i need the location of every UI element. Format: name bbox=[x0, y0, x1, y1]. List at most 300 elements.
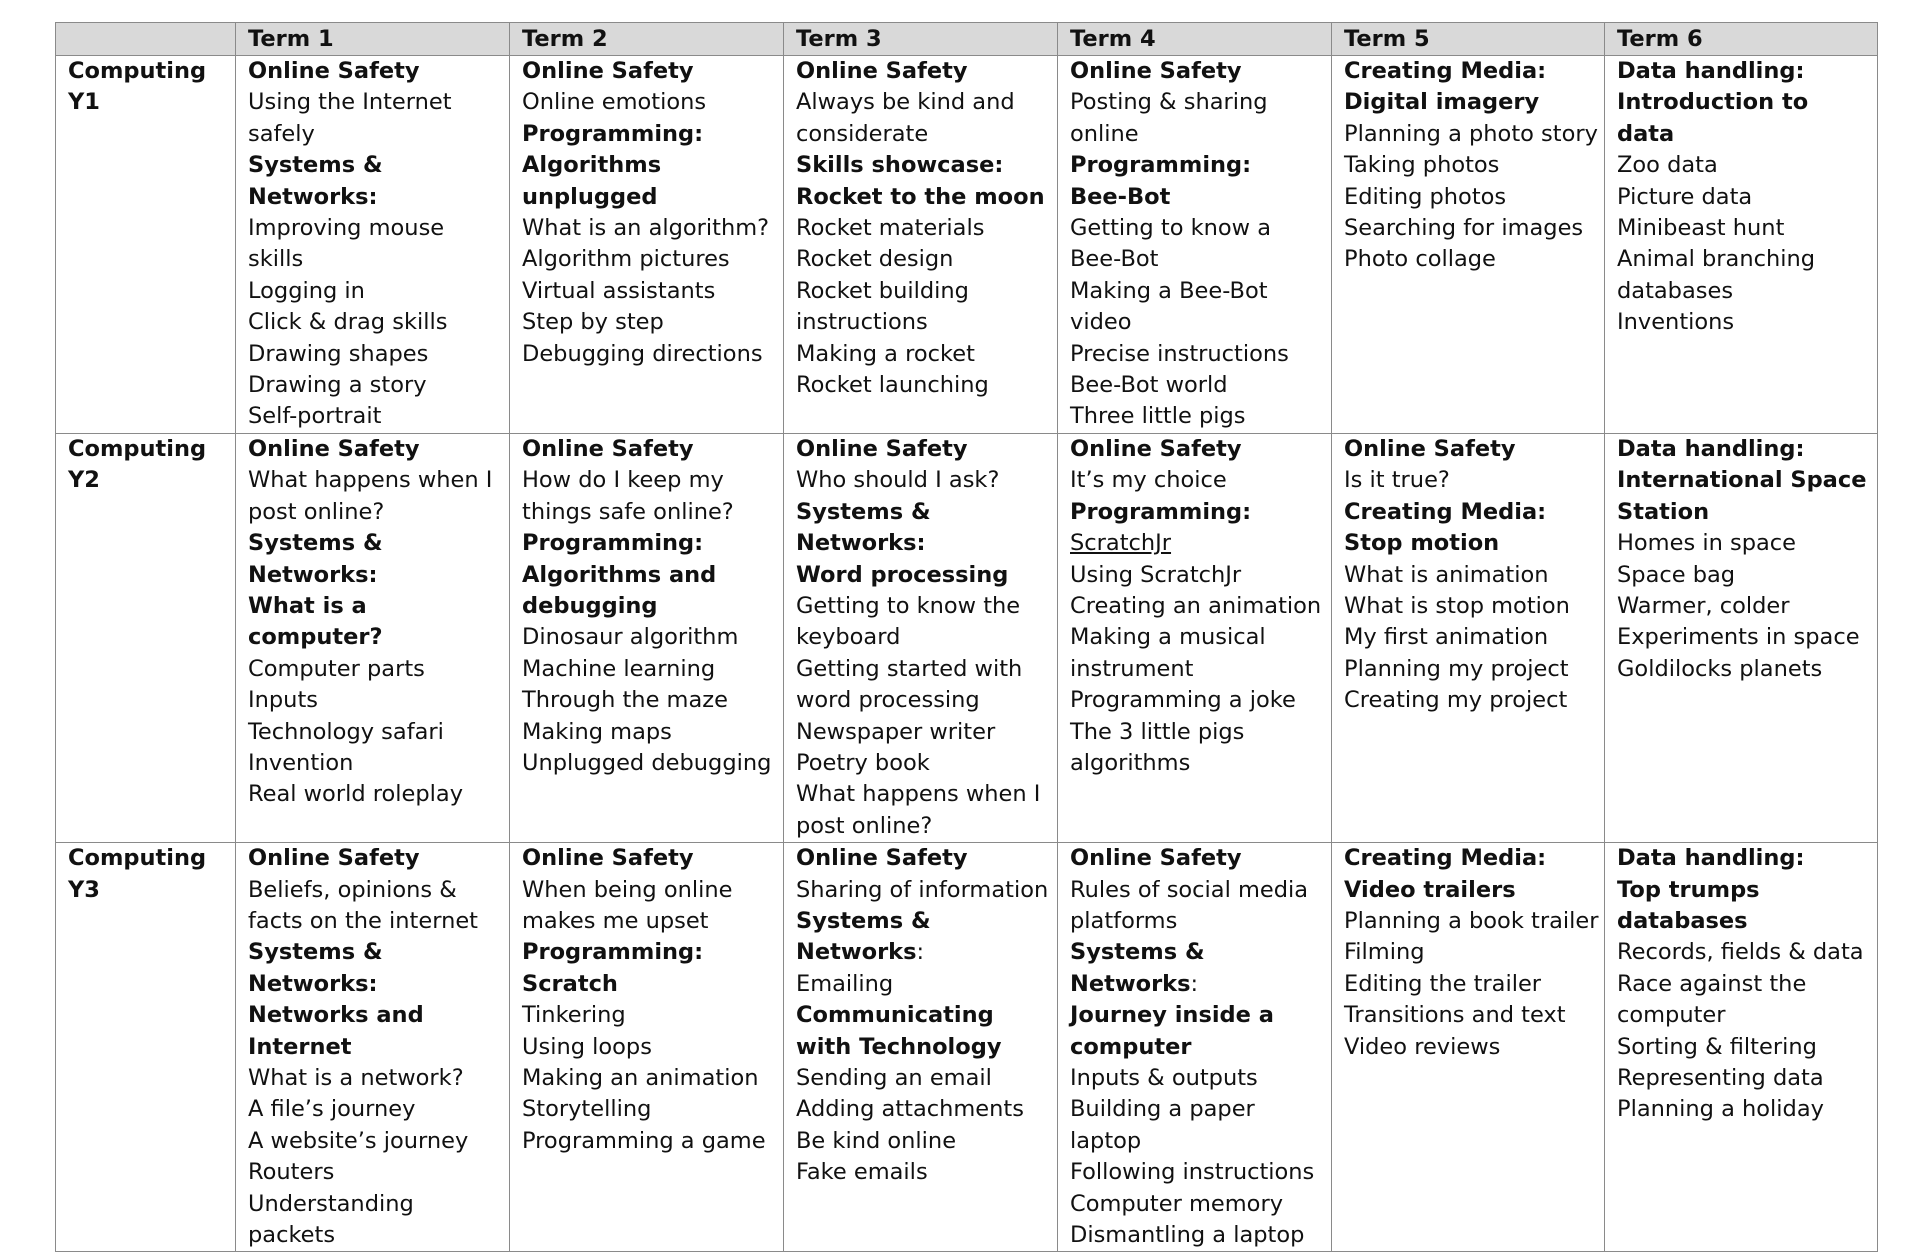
lesson-item bbox=[1070, 370, 1327, 401]
term-6-cell bbox=[1605, 56, 1878, 434]
cell-text: Creating Media: bbox=[1344, 845, 1547, 872]
cell-text: Getting to know a Bee-Bot bbox=[1070, 215, 1272, 273]
cell-text: Beliefs, opinions & facts on the internet bbox=[248, 876, 478, 934]
cell-text: A file’s journey bbox=[248, 1096, 416, 1123]
lesson-item bbox=[1070, 1157, 1327, 1188]
lesson-item bbox=[1070, 213, 1327, 276]
unit-heading bbox=[1344, 497, 1600, 528]
lesson-item bbox=[796, 370, 1053, 401]
term-6-cell bbox=[1605, 433, 1878, 842]
unit-heading bbox=[248, 528, 505, 591]
header-term-3: Term 3 bbox=[784, 23, 1058, 56]
unit-heading bbox=[1070, 497, 1327, 528]
cell-text: Online Safety bbox=[1070, 435, 1242, 462]
header-term-2: Term 2 bbox=[510, 23, 784, 56]
cell-text: Debugging directions bbox=[522, 340, 763, 367]
term-2-cell bbox=[510, 56, 784, 434]
cell-text: A website’s journey bbox=[248, 1127, 469, 1154]
lesson-item bbox=[522, 1063, 779, 1094]
cell-text: Rocket to the moon bbox=[796, 183, 1045, 210]
lesson-item bbox=[796, 969, 1053, 1000]
cell-text: Stop motion bbox=[1344, 530, 1500, 557]
cell-text: Zoo data bbox=[1617, 152, 1718, 179]
cell-text: Programming: bbox=[522, 530, 704, 557]
cell-text: Planning a book trailer bbox=[1344, 907, 1599, 934]
lesson-item bbox=[1070, 401, 1327, 432]
cell-text: Programming: bbox=[1070, 498, 1252, 525]
lesson-item bbox=[1344, 150, 1600, 181]
cell-text: Always be kind and considerate bbox=[796, 89, 1015, 147]
lesson-item bbox=[796, 244, 1053, 275]
unit-heading bbox=[248, 937, 505, 1000]
cell-text: Creating my project bbox=[1344, 687, 1568, 714]
cell-text: Online Safety bbox=[796, 845, 968, 872]
cell-text: Making a Bee-Bot video bbox=[1070, 277, 1268, 336]
unit-heading bbox=[248, 56, 505, 87]
lesson-item bbox=[248, 1189, 505, 1252]
lesson-item bbox=[248, 370, 505, 401]
cell-text: Making maps bbox=[522, 718, 672, 745]
cell-text: International Space Station bbox=[1617, 467, 1867, 525]
cell-text: Rules of social media platforms bbox=[1070, 876, 1309, 934]
lesson-item bbox=[1344, 560, 1600, 591]
term-1-cell bbox=[236, 56, 510, 434]
cell-text: Computer memory bbox=[1070, 1190, 1284, 1217]
cell-text: Programming a game bbox=[522, 1127, 766, 1154]
cell-text: Communicating with Technology bbox=[796, 1002, 1002, 1060]
lesson-item bbox=[1070, 1094, 1327, 1157]
cell-text: Data handling: bbox=[1617, 58, 1805, 84]
cell-text: Minibeast hunt bbox=[1617, 215, 1785, 242]
cell-text: Adding attachments bbox=[796, 1096, 1024, 1123]
cell-text: Invention bbox=[248, 749, 354, 776]
cell-text: Inventions bbox=[1617, 309, 1735, 336]
lesson-item bbox=[1344, 937, 1600, 968]
cell-text: Online Safety bbox=[796, 58, 968, 84]
lesson-item bbox=[522, 654, 779, 685]
lesson-item bbox=[522, 276, 779, 307]
curriculum-table bbox=[55, 22, 1878, 1252]
cell-text: Algorithms unplugged bbox=[522, 152, 662, 210]
unit-heading bbox=[248, 591, 505, 654]
cell-text: Programming: bbox=[522, 120, 704, 147]
lesson-item bbox=[248, 213, 505, 276]
cell-text: The 3 little pigs algorithms bbox=[1070, 718, 1245, 776]
cell-text: Animal branching databases bbox=[1617, 246, 1816, 304]
cell-text: Online Safety bbox=[522, 845, 694, 872]
lesson-item bbox=[1617, 1094, 1873, 1125]
cell-text: Drawing shapes bbox=[248, 340, 429, 367]
unit-heading bbox=[796, 1000, 1053, 1063]
cell-text: Algorithms and debugging bbox=[522, 561, 717, 619]
header-term-1: Term 1 bbox=[236, 23, 510, 56]
cell-text-suffix: : bbox=[1190, 970, 1199, 997]
cell-text: Records, fields & data bbox=[1617, 939, 1864, 966]
cell-text: Unplugged debugging bbox=[522, 749, 772, 776]
cell-text: Building a paper laptop bbox=[1070, 1096, 1255, 1154]
cell-text: Dismantling a laptop bbox=[1070, 1222, 1305, 1249]
cell-text: Online Safety bbox=[248, 435, 420, 462]
lesson-item bbox=[796, 1157, 1053, 1188]
cell-text: Digital imagery bbox=[1344, 89, 1540, 116]
term-1-cell bbox=[236, 843, 510, 1252]
lesson-item bbox=[522, 307, 779, 338]
term-5-cell bbox=[1332, 433, 1605, 842]
lesson-item bbox=[1070, 1189, 1327, 1220]
lesson-item bbox=[522, 748, 779, 779]
cell-text: Searching for images bbox=[1344, 215, 1584, 242]
lesson-item bbox=[1617, 937, 1873, 968]
cell-text: Online Safety bbox=[1070, 58, 1242, 84]
cell-text: Skills showcase: bbox=[796, 152, 1004, 179]
cell-text: Photo collage bbox=[1344, 246, 1496, 273]
cell-text: Journey inside a computer bbox=[1070, 1002, 1274, 1060]
unit-heading bbox=[1617, 434, 1873, 465]
term-2-cell bbox=[510, 843, 784, 1252]
header-term-6: Term 6 bbox=[1605, 23, 1878, 56]
cell-text: Using loops bbox=[522, 1033, 652, 1060]
cell-text: Rocket materials bbox=[796, 215, 985, 242]
cell-text: What is animation bbox=[1344, 561, 1549, 588]
unit-heading bbox=[1344, 528, 1600, 559]
lesson-item bbox=[796, 875, 1053, 906]
lesson-item bbox=[1344, 685, 1600, 716]
header-row bbox=[56, 23, 1878, 56]
unit-heading bbox=[1617, 87, 1873, 150]
row-label-line: Y1 bbox=[68, 89, 100, 116]
cell-text: Creating Media: bbox=[1344, 498, 1547, 525]
cell-text: Sorting & filtering bbox=[1617, 1033, 1817, 1060]
lesson-item bbox=[796, 591, 1053, 654]
cell-text: Filming bbox=[1344, 939, 1425, 966]
lesson-item bbox=[248, 654, 505, 685]
cell-text: When being online makes me upset bbox=[522, 876, 733, 934]
cell-text: Online Safety bbox=[1070, 845, 1242, 872]
lesson-item bbox=[1617, 307, 1873, 338]
unit-heading bbox=[1344, 56, 1600, 87]
lesson-item bbox=[1617, 591, 1873, 622]
header-term-5: Term 5 bbox=[1332, 23, 1605, 56]
lesson-item bbox=[522, 717, 779, 748]
lesson-item bbox=[1344, 906, 1600, 937]
lesson-item bbox=[1344, 119, 1600, 150]
cell-text: Systems & Networks bbox=[796, 907, 931, 966]
cell-text: Introduction to data bbox=[1617, 89, 1809, 147]
cell-text: Online Safety bbox=[248, 845, 420, 872]
cell-text: Storytelling bbox=[522, 1096, 652, 1123]
term-4-cell bbox=[1058, 56, 1332, 434]
lesson-item bbox=[1617, 654, 1873, 685]
lesson-item bbox=[522, 1094, 779, 1125]
cell-text: Online Safety bbox=[522, 58, 694, 84]
header-term-4: Term 4 bbox=[1058, 23, 1332, 56]
cell-text: Programming a joke bbox=[1070, 687, 1296, 714]
lesson-item bbox=[522, 87, 779, 118]
lesson-item bbox=[522, 1000, 779, 1031]
lesson-item bbox=[248, 401, 505, 432]
cell-text: What happens when I post online? bbox=[248, 467, 493, 525]
cell-text: Data handling: bbox=[1617, 435, 1805, 462]
cell-text: Three little pigs bbox=[1070, 403, 1246, 430]
unit-heading bbox=[522, 56, 779, 87]
cell-text: Making a rocket bbox=[796, 340, 975, 367]
lesson-item bbox=[796, 213, 1053, 244]
term-3-cell bbox=[784, 843, 1058, 1252]
cell-text: Through the maze bbox=[522, 687, 728, 714]
cell-text: Fake emails bbox=[796, 1159, 928, 1186]
table-row bbox=[56, 843, 1878, 1252]
cell-text: Systems & Networks: bbox=[248, 152, 383, 210]
unit-heading bbox=[1617, 465, 1873, 528]
cell-text: Sharing of information bbox=[796, 876, 1049, 903]
cell-text: Creating Media: bbox=[1344, 58, 1547, 84]
row-label-cell bbox=[56, 843, 236, 1252]
lesson-item bbox=[1617, 1032, 1873, 1063]
cell-text: My first animation bbox=[1344, 624, 1549, 651]
unit-heading bbox=[522, 434, 779, 465]
term-6-cell bbox=[1605, 843, 1878, 1252]
lesson-item bbox=[1617, 969, 1873, 1032]
lesson-item bbox=[522, 875, 779, 938]
unit-heading bbox=[796, 497, 1053, 560]
cell-text: Warmer, colder bbox=[1617, 592, 1790, 619]
unit-heading bbox=[1070, 937, 1327, 1000]
cell-text: Goldilocks planets bbox=[1617, 655, 1823, 682]
cell-text: Rocket building instructions bbox=[796, 277, 969, 336]
cell-text: How do I keep my things safe online? bbox=[522, 467, 734, 525]
lesson-item bbox=[522, 339, 779, 370]
cell-text: Improving mouse skills bbox=[248, 215, 445, 273]
lesson-item bbox=[1617, 182, 1873, 213]
unit-heading bbox=[796, 434, 1053, 465]
cell-text: Poetry book bbox=[796, 749, 930, 776]
cell-text: Online Safety bbox=[1344, 435, 1516, 462]
cell-text: Be kind online bbox=[796, 1127, 957, 1154]
cell-text: Using ScratchJr bbox=[1070, 561, 1242, 588]
lesson-item bbox=[1070, 560, 1327, 591]
cell-text: Following instructions bbox=[1070, 1159, 1315, 1186]
lesson-item bbox=[796, 748, 1053, 779]
lesson-item bbox=[1344, 622, 1600, 653]
unit-heading bbox=[796, 560, 1053, 591]
lesson-item bbox=[248, 685, 505, 716]
cell-text: Space bag bbox=[1617, 561, 1736, 588]
cell-text: Picture data bbox=[1617, 183, 1753, 210]
lesson-item bbox=[248, 87, 505, 150]
term-5-cell bbox=[1332, 843, 1605, 1252]
lesson-item bbox=[1344, 654, 1600, 685]
cell-text: What is stop motion bbox=[1344, 592, 1570, 619]
lesson-item bbox=[1344, 969, 1600, 1000]
cell-text: Sending an email bbox=[796, 1065, 992, 1091]
unit-heading bbox=[522, 937, 779, 1000]
lesson-item bbox=[1344, 465, 1600, 496]
cell-text: Planning a holiday bbox=[1617, 1096, 1824, 1123]
cell-text: Who should I ask? bbox=[796, 467, 1000, 494]
unit-heading bbox=[1344, 87, 1600, 118]
lesson-item bbox=[1070, 1063, 1327, 1094]
cell-text: Getting to know the keyboard bbox=[796, 592, 1021, 651]
lesson-item bbox=[796, 87, 1053, 150]
lesson-item bbox=[248, 748, 505, 779]
unit-heading bbox=[1070, 150, 1327, 181]
row-label-cell bbox=[56, 433, 236, 842]
lesson-item bbox=[1344, 182, 1600, 213]
unit-heading bbox=[1344, 434, 1600, 465]
lesson-item bbox=[1617, 1063, 1873, 1094]
lesson-item bbox=[1070, 87, 1327, 150]
cell-text: Systems & Networks: bbox=[248, 939, 383, 997]
lesson-item bbox=[522, 465, 779, 528]
unit-heading bbox=[796, 150, 1053, 181]
cell-text: Systems & Networks: bbox=[796, 498, 931, 557]
term-3-cell bbox=[784, 433, 1058, 842]
lesson-item bbox=[796, 1063, 1053, 1094]
cell-text: Is it true? bbox=[1344, 467, 1450, 494]
cell-text: Making an animation bbox=[522, 1065, 759, 1091]
lesson-item bbox=[1617, 560, 1873, 591]
lesson-item bbox=[796, 1094, 1053, 1125]
lesson-item bbox=[796, 779, 1053, 842]
cell-text: Making a musical instrument bbox=[1070, 624, 1266, 682]
cell-text: Bee-Bot bbox=[1070, 183, 1171, 210]
cell-text-suffix: : bbox=[916, 939, 925, 966]
cell-text: Programming: bbox=[1070, 152, 1252, 179]
cell-text: Homes in space bbox=[1617, 530, 1796, 557]
table-row bbox=[56, 433, 1878, 842]
cell-text: Online Safety bbox=[248, 58, 420, 84]
cell-text: Inputs bbox=[248, 687, 318, 714]
cell-text: Rocket launching bbox=[796, 372, 989, 399]
lesson-item bbox=[796, 465, 1053, 496]
unit-heading bbox=[1617, 875, 1873, 938]
cell-text: Dinosaur algorithm bbox=[522, 624, 739, 651]
cell-text: Self-portrait bbox=[248, 403, 382, 430]
cell-text: Video reviews bbox=[1344, 1033, 1501, 1060]
unit-heading bbox=[1617, 56, 1873, 87]
cell-text: Video trailers bbox=[1344, 876, 1516, 903]
unit-heading bbox=[522, 560, 779, 623]
cell-text: Programming: Scratch bbox=[522, 939, 704, 997]
cell-text: Technology safari bbox=[248, 718, 444, 745]
cell-text: Editing photos bbox=[1344, 183, 1507, 210]
lesson-item bbox=[1344, 591, 1600, 622]
lesson-item bbox=[1617, 150, 1873, 181]
lesson-item bbox=[1344, 213, 1600, 244]
cell-text: Posting & sharing online bbox=[1070, 89, 1268, 147]
lesson-item bbox=[248, 875, 505, 938]
lesson-item bbox=[248, 339, 505, 370]
cell-text: Planning my project bbox=[1344, 655, 1569, 682]
lesson-item bbox=[248, 276, 505, 307]
lesson-item bbox=[522, 213, 779, 244]
unit-heading bbox=[1617, 843, 1873, 874]
cell-text: Understanding packets bbox=[248, 1190, 414, 1249]
cell-text: Emailing bbox=[796, 970, 894, 997]
lesson-item bbox=[248, 717, 505, 748]
cell-text: Creating an animation bbox=[1070, 592, 1322, 619]
lesson-item bbox=[248, 307, 505, 338]
lesson-item bbox=[796, 339, 1053, 370]
lesson-item bbox=[1070, 622, 1327, 685]
row-label-line: Y3 bbox=[68, 876, 100, 903]
lesson-item bbox=[1070, 591, 1327, 622]
cell-text: What happens when I post online? bbox=[796, 781, 1041, 839]
table-body bbox=[56, 56, 1878, 1252]
row-label-cell bbox=[56, 56, 236, 434]
term-4-cell bbox=[1058, 843, 1332, 1252]
unit-heading bbox=[522, 528, 779, 559]
row-label-line: Computing bbox=[68, 845, 207, 872]
lesson-item bbox=[1617, 622, 1873, 653]
cell-text: Precise instructions bbox=[1070, 340, 1289, 367]
unit-heading bbox=[248, 434, 505, 465]
lesson-item bbox=[248, 1094, 505, 1125]
cell-text: It’s my choice bbox=[1070, 467, 1227, 494]
row-label-line: Computing bbox=[68, 435, 207, 462]
cell-text: ScratchJr bbox=[1070, 530, 1172, 557]
cell-text: Algorithm pictures bbox=[522, 246, 730, 273]
cell-text: Tinkering bbox=[522, 1002, 626, 1029]
unit-heading bbox=[796, 906, 1053, 969]
row-label-line: Y2 bbox=[68, 467, 100, 494]
unit-heading bbox=[1344, 843, 1600, 874]
cell-text: Data handling: bbox=[1617, 845, 1805, 872]
unit-heading bbox=[1070, 1000, 1327, 1063]
lesson-item bbox=[1070, 875, 1327, 938]
cell-text: Systems & Networks: bbox=[248, 530, 383, 588]
unit-heading bbox=[248, 150, 505, 213]
cell-text: Systems & Networks bbox=[1070, 939, 1205, 997]
cell-text: Online Safety bbox=[796, 435, 968, 462]
lesson-item bbox=[1617, 528, 1873, 559]
cell-text: Click & drag skills bbox=[248, 309, 448, 336]
cell-text: Real world roleplay bbox=[248, 781, 464, 808]
lesson-item bbox=[248, 1157, 505, 1188]
cell-text: Using the Internet safely bbox=[248, 89, 452, 147]
cell-text: Inputs & outputs bbox=[1070, 1065, 1258, 1091]
unit-heading bbox=[1070, 56, 1327, 87]
lesson-item bbox=[1070, 465, 1327, 496]
cell-text: Experiments in space bbox=[1617, 624, 1860, 651]
unit-heading bbox=[1070, 434, 1327, 465]
cell-text: Getting started with word processing bbox=[796, 655, 1023, 714]
lesson-item bbox=[522, 685, 779, 716]
term-4-cell bbox=[1058, 433, 1332, 842]
cell-text: Online emotions bbox=[522, 89, 707, 116]
unit-heading bbox=[796, 843, 1053, 874]
cell-text: What is a computer? bbox=[248, 592, 383, 651]
lesson-item bbox=[1617, 213, 1873, 244]
term-3-cell bbox=[784, 56, 1058, 434]
cell-text: Step by step bbox=[522, 309, 664, 336]
lesson-item bbox=[796, 717, 1053, 748]
term-2-cell bbox=[510, 433, 784, 842]
lesson-item bbox=[1344, 244, 1600, 275]
unit-heading bbox=[248, 843, 505, 874]
lesson-item bbox=[1070, 1220, 1327, 1251]
cell-text: What is an algorithm? bbox=[522, 215, 770, 242]
cell-text: Routers bbox=[248, 1159, 335, 1186]
cell-text: Representing data bbox=[1617, 1065, 1824, 1091]
cell-text: What is a network? bbox=[248, 1065, 464, 1091]
cell-text: Virtual assistants bbox=[522, 277, 716, 304]
unit-heading bbox=[1344, 875, 1600, 906]
lesson-item bbox=[1070, 717, 1327, 780]
lesson-item bbox=[1344, 1032, 1600, 1063]
cell-text: Editing the trailer bbox=[1344, 970, 1542, 997]
cell-text: Drawing a story bbox=[248, 372, 427, 399]
